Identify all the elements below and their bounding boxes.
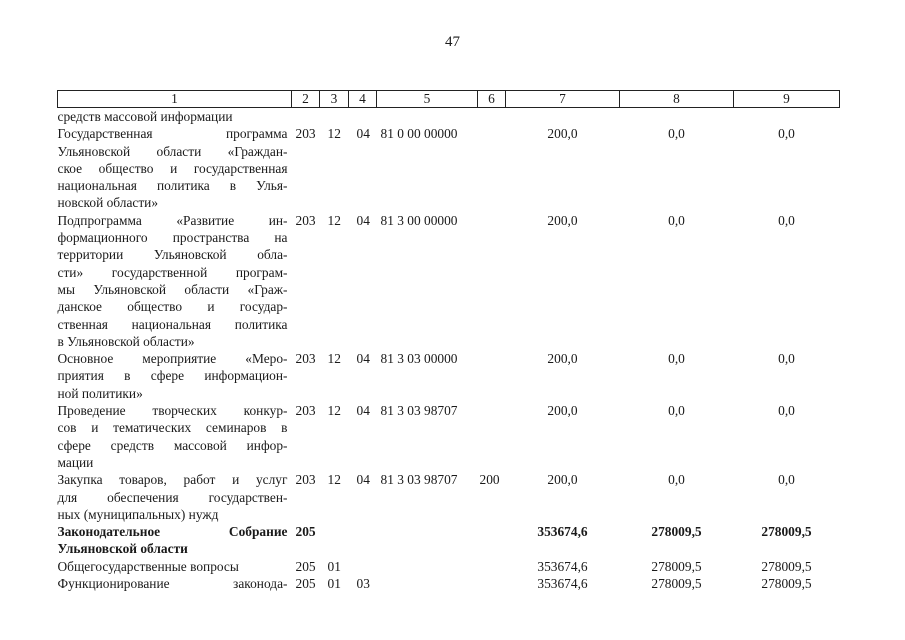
row-name-line: сти» государственной програм-	[57, 264, 288, 280]
row-name-line: Законодательное Собрание	[57, 524, 288, 540]
row-name	[58, 575, 292, 592]
row-name-line: национальная политика в Улья-	[57, 178, 288, 194]
row-name	[58, 471, 292, 523]
row-subsection-code: 04	[356, 126, 370, 142]
row-subsection-code: 04	[356, 351, 370, 367]
row-expense-type	[478, 575, 506, 592]
row-target-article: 81 3 03 98707	[380, 472, 458, 488]
row-name	[58, 523, 292, 558]
header-col-7: 7	[506, 91, 620, 108]
row-name-line: данское общество и государ-	[57, 299, 288, 315]
row-amount-year2: 0,0	[668, 126, 685, 142]
row-ministry-code: 203	[295, 472, 316, 488]
table-row	[58, 471, 840, 523]
row-name-line: ственная национальная политика	[57, 316, 288, 332]
budget-table	[57, 90, 840, 592]
row-amount-year1	[506, 108, 620, 126]
row-amount-year2: 0,0	[668, 212, 685, 228]
row-section-code: 12	[327, 403, 341, 419]
row-target-article: 81 3 03 98707	[380, 403, 458, 419]
row-amount-year1: 200,0	[547, 212, 578, 228]
row-name-line: Основное мероприятие «Меро-	[57, 351, 288, 367]
row-name-line: Ульяновской области «Граждан-	[57, 143, 288, 159]
row-amount-year2: 278009,5	[651, 524, 702, 540]
row-section-code: 01	[327, 576, 341, 592]
row-section-code: 12	[327, 126, 341, 142]
table-row	[58, 212, 840, 350]
row-name-line: мации	[57, 454, 94, 470]
table-body	[58, 108, 840, 593]
table-row	[58, 558, 840, 575]
row-name	[58, 558, 292, 575]
row-name-line: Подпрограмма «Развитие ин-	[57, 212, 288, 228]
row-amount-year3: 0,0	[778, 472, 795, 488]
row-amount-year1: 200,0	[547, 126, 578, 142]
header-col-5: 5	[377, 91, 478, 108]
row-amount-year1: 200,0	[547, 403, 578, 419]
row-amount-year2: 0,0	[668, 351, 685, 367]
row-amount-year2: 0,0	[668, 403, 685, 419]
header-col-3: 3	[320, 91, 349, 108]
row-amount-year2: 0,0	[668, 472, 685, 488]
row-expense-type	[478, 350, 506, 402]
row-ministry-code: 203	[295, 351, 316, 367]
row-amount-year1: 200,0	[547, 472, 578, 488]
row-name-line: приятия в сфере информацион-	[57, 368, 288, 384]
row-amount-year2: 278009,5	[651, 576, 702, 592]
row-name-line: в Ульяновской области»	[57, 333, 195, 349]
row-amount-year3: 0,0	[778, 403, 795, 419]
table-row	[58, 402, 840, 471]
row-ministry-code	[292, 108, 320, 126]
row-ministry-code: 205	[295, 576, 316, 592]
row-name	[58, 108, 292, 126]
table-row	[58, 350, 840, 402]
row-amount-year3: 278009,5	[761, 576, 812, 592]
row-name	[58, 402, 292, 471]
row-amount-year3: 0,0	[778, 126, 795, 142]
row-subsection-code: 04	[356, 403, 370, 419]
row-target-article	[377, 108, 478, 126]
row-target-article	[377, 558, 478, 575]
row-name-line: Ульяновской области	[57, 541, 188, 557]
row-amount-year3: 0,0	[778, 351, 795, 367]
row-name-line: средств массовой информации	[57, 109, 233, 124]
table-header	[58, 91, 840, 108]
row-ministry-code: 203	[295, 126, 316, 142]
row-amount-year2	[620, 108, 734, 126]
row-amount-year1: 353674,6	[537, 576, 588, 592]
row-amount-year3: 0,0	[778, 212, 795, 228]
header-col-2: 2	[292, 91, 320, 108]
row-ministry-code: 203	[295, 403, 316, 419]
row-amount-year3	[734, 108, 840, 126]
row-name	[58, 350, 292, 402]
row-section-code: 12	[327, 472, 341, 488]
row-amount-year1: 353674,6	[537, 558, 588, 574]
row-expense-type	[478, 108, 506, 126]
row-target-article	[377, 523, 478, 558]
row-name-line: Проведение творческих конкур-	[57, 403, 288, 419]
row-subsection-code	[349, 523, 377, 558]
row-name	[58, 125, 292, 211]
row-name-line: мы Ульяновской области «Граж-	[57, 281, 288, 297]
table-row	[58, 523, 840, 558]
row-name-line: территории Ульяновской обла-	[57, 247, 288, 263]
row-name-line: сфере средств массовой инфор-	[57, 437, 288, 453]
row-section-code	[320, 523, 349, 558]
page-number: 47	[445, 34, 460, 50]
table-row	[58, 125, 840, 211]
header-col-9: 9	[734, 91, 840, 108]
row-subsection-code: 04	[356, 212, 370, 228]
row-name-line: Общегосударственные вопросы	[57, 558, 239, 574]
row-expense-type	[478, 402, 506, 471]
row-name-line: ское общество и государственная	[57, 160, 288, 176]
row-ministry-code: 205	[295, 524, 316, 540]
row-name-line: Функционирование законода-	[57, 576, 288, 592]
row-ministry-code: 205	[295, 558, 316, 574]
row-expense-type	[478, 212, 506, 350]
row-target-article: 81 3 00 00000	[380, 212, 458, 228]
row-target-article: 81 3 03 00000	[380, 351, 458, 367]
row-expense-type	[478, 125, 506, 211]
row-target-article: 81 0 00 00000	[380, 126, 458, 142]
header-col-6: 6	[478, 91, 506, 108]
row-section-code	[320, 108, 349, 126]
row-subsection-code	[349, 558, 377, 575]
row-amount-year1: 200,0	[547, 351, 578, 367]
row-expense-type	[478, 558, 506, 575]
row-name-line: ной политики»	[57, 385, 143, 401]
row-name-line: сов и тематических семинаров в	[57, 420, 288, 436]
row-subsection-code: 03	[356, 576, 370, 592]
row-target-article	[377, 575, 478, 592]
row-name-line: ных (муниципальных) нужд	[57, 506, 219, 522]
row-subsection-code: 04	[356, 472, 370, 488]
row-section-code: 01	[327, 558, 341, 574]
row-section-code: 12	[327, 212, 341, 228]
row-name-line: Государственная программа	[57, 126, 288, 142]
row-name-line: формационного пространства на	[57, 230, 288, 246]
row-section-code: 12	[327, 351, 341, 367]
header-col-8: 8	[620, 91, 734, 108]
row-name-line: новской области»	[57, 195, 159, 211]
header-col-4: 4	[349, 91, 377, 108]
row-amount-year2: 278009,5	[651, 558, 702, 574]
table-row	[58, 108, 840, 126]
row-ministry-code: 203	[295, 212, 316, 228]
row-amount-year1: 353674,6	[537, 524, 588, 540]
row-amount-year3: 278009,5	[761, 558, 812, 574]
row-name-line: для обеспечения государствен-	[57, 489, 288, 505]
row-subsection-code	[349, 108, 377, 126]
header-row	[58, 91, 840, 108]
row-name-line: Закупка товаров, работ и услуг	[57, 472, 288, 488]
table-row	[58, 575, 840, 592]
row-expense-type: 200	[479, 472, 500, 488]
row-expense-type	[478, 523, 506, 558]
row-name	[58, 212, 292, 350]
header-col-1: 1	[58, 91, 292, 108]
row-amount-year3: 278009,5	[761, 524, 812, 540]
